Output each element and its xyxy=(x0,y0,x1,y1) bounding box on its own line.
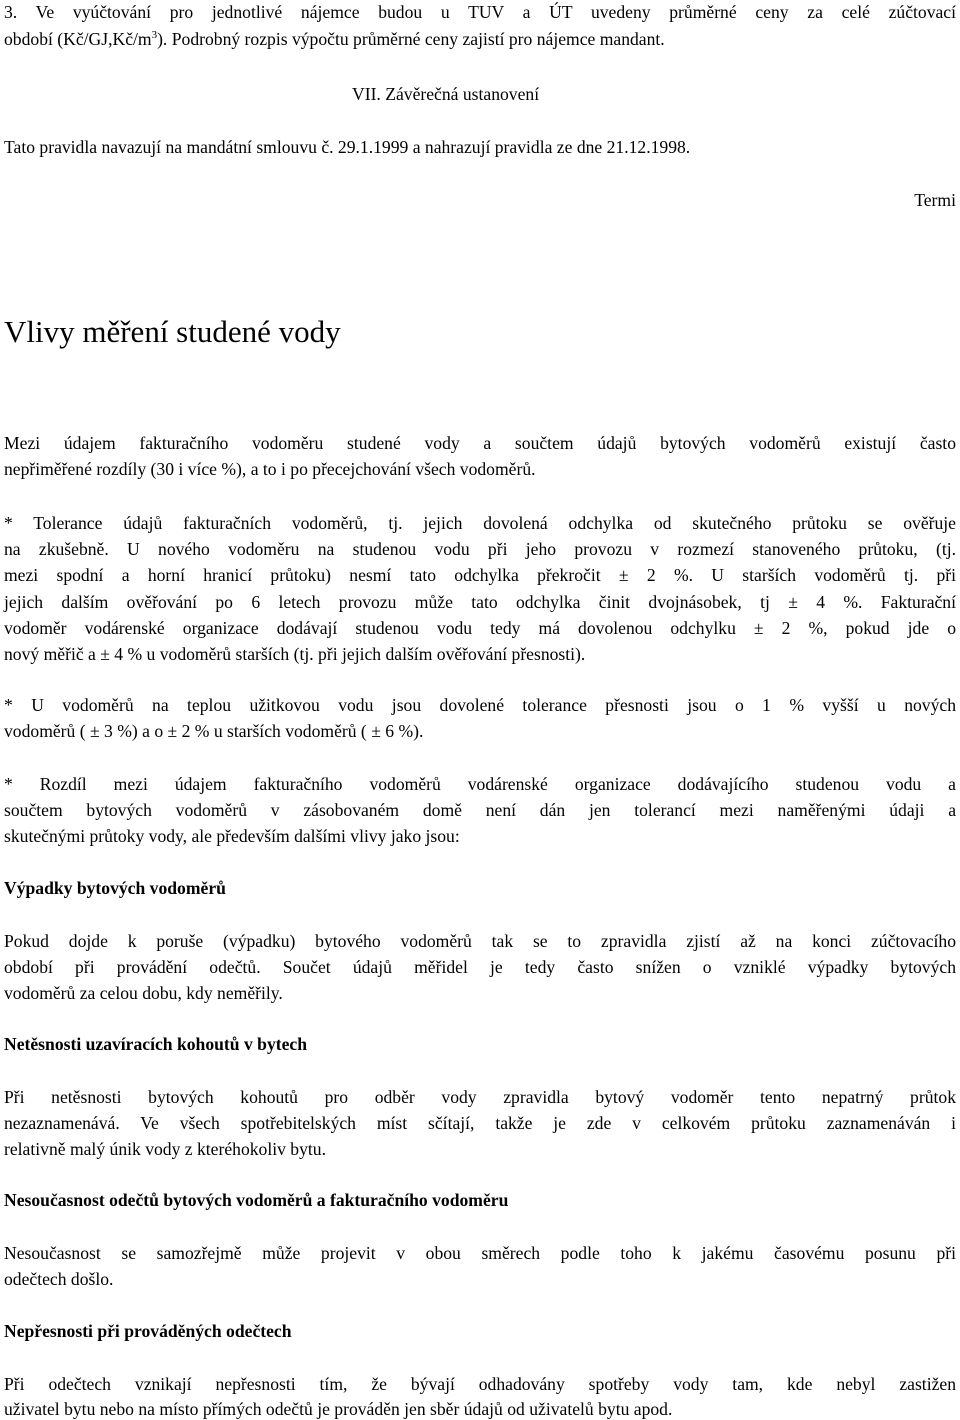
final-provision-text: Tato pravidla navazují na mandátní smlouvu č. 29.1.1999 a nahrazují pravidla ze dne 21.12.1998. xyxy=(4,137,691,157)
p3-line-1: * U vodoměrů na teplou užitkovou vodu jsou dovolené tolerance přesnosti jsou o 1 % vyšší u nových xyxy=(4,695,956,715)
section-1-line-2: období při provádění odečtů. Součet údajů měřidel je tedy často snížen o vzniklé výpadky bytových xyxy=(4,957,956,977)
section-heading-4: Nepřesnosti při prováděných odečtech xyxy=(4,1321,292,1341)
section-3-line-2: odečtech došlo. xyxy=(4,1269,114,1289)
section-3-line-1: Nesoučasnost se samozřejmě může projevit v obou směrech podle toho k jakému časovému posunu při xyxy=(4,1243,956,1263)
p2-line-4: jejich dalším ověřování po 6 letech provozu může tato odchylka činit dvojnásobek, tj ± 4 %. Fakturační xyxy=(4,592,956,612)
section-4-line-1: Při odečtech vznikají nepřesnosti tím, že bývají odhadovány spotřeby vody tam, kde nebyl zastižen xyxy=(4,1374,956,1394)
page-title: Vlivy měření studené vody xyxy=(4,314,341,349)
p2-line-6: nový měřič a ± 4 % u vodoměrů starších (tj. při jejich dalším ověřování přesnosti). xyxy=(4,644,586,664)
p2-line-2: na zkušebně. U nového vodoměru na studenou vodu při jeho provozu v rozmezí stanoveného průtoku, (tj. xyxy=(4,539,956,559)
section-4-line-2: uživatel bytu nebo na místo přímých odečtů je prováděn jen sběr údajů od uživatelů bytu apod. xyxy=(4,1399,673,1419)
p2-line-5: vodoměr vodárenské organizace dodávají studenou vodu tedy má dovolenou odchylku ± 2 %, pokud jde o xyxy=(4,618,956,638)
section-heading-3: Nesoučasnost odečtů bytových vodoměrů a fakturačního vodoměru xyxy=(4,1190,509,1210)
section-2-line-2: nezaznamenává. Ve všech spotřebitelských míst sčítají, takže je zde v celkovém průtoku zaznamenáván i xyxy=(4,1113,956,1133)
p4-line-3: skutečnými průtoky vody, ale především dalšími vlivy jako jsou: xyxy=(4,826,460,846)
superscript-3: 3 xyxy=(151,29,158,42)
p1-line-2: nepřiměřené rozdíly (30 i více %), a to i po přecejchování všech vodoměrů. xyxy=(4,459,536,479)
p4-line-1: * Rozdíl mezi údajem fakturačního vodoměrů vodárenské organizace dodávajícího studenou vodu a xyxy=(4,774,956,794)
intro-line-1: 3. Ve vyúčtování pro jednotlivé nájemce budou u TUV a ÚT uvedeny průměrné ceny za celé zúčtovací xyxy=(4,2,956,22)
stray-word: Termi xyxy=(914,190,956,210)
section-heading-2: Netěsnosti uzavíracích kohoutů v bytech xyxy=(4,1034,308,1054)
p4-line-2: součtem bytových vodoměrů v zásobovaném domě není dán jen tolerancí mezi naměřenými údaji a xyxy=(4,800,956,820)
p2-line-1: * Tolerance údajů fakturačních vodoměrů, tj. jejich dovolená odchylka od skutečného průtoku se ověřuje xyxy=(4,513,956,533)
section-1-line-3: vodoměrů za celou dobu, kdy neměřily. xyxy=(4,983,283,1003)
intro-line-2 xyxy=(4,31,665,49)
p1-line-1: Mezi údajem fakturačního vodoměru studené vody a součtem údajů bytových vodoměrů existují často xyxy=(4,433,956,453)
intro-line-2-text: období $(Kč/GJ,Kč/m^3)$. Podrobný rozpis výpočtu průměrné ceny zajistí pro nájemce mandant. xyxy=(4,29,665,49)
section-2-line-1: Při netěsnosti bytových kohoutů pro odběr vody zpravidla bytový vodoměr tento nepatrný průtok xyxy=(4,1087,956,1107)
section-1-line-1: Pokud dojde k poruše (výpadku) bytového vodoměrů tak se to zpravidla zjistí až na konci zúčtovacího xyxy=(4,931,956,951)
section-heading-1: Výpadky bytových vodoměrů xyxy=(4,878,226,898)
p2-line-3: mezi spodní a horní hranicí průtoku) nesmí tato odchylka překročit ± 2 %. U starších vodoměrů tj. při xyxy=(4,565,956,585)
section-2-line-3: relativně malý únik vody z kteréhokoliv bytu. xyxy=(4,1139,326,1159)
p3-line-2: vodoměrů ( ± 3 %) a o ± 2 % u starších vodoměrů ( ± 6 %). xyxy=(4,721,424,741)
section-vii-heading: VII. Závěrečná ustanovení xyxy=(352,84,540,104)
